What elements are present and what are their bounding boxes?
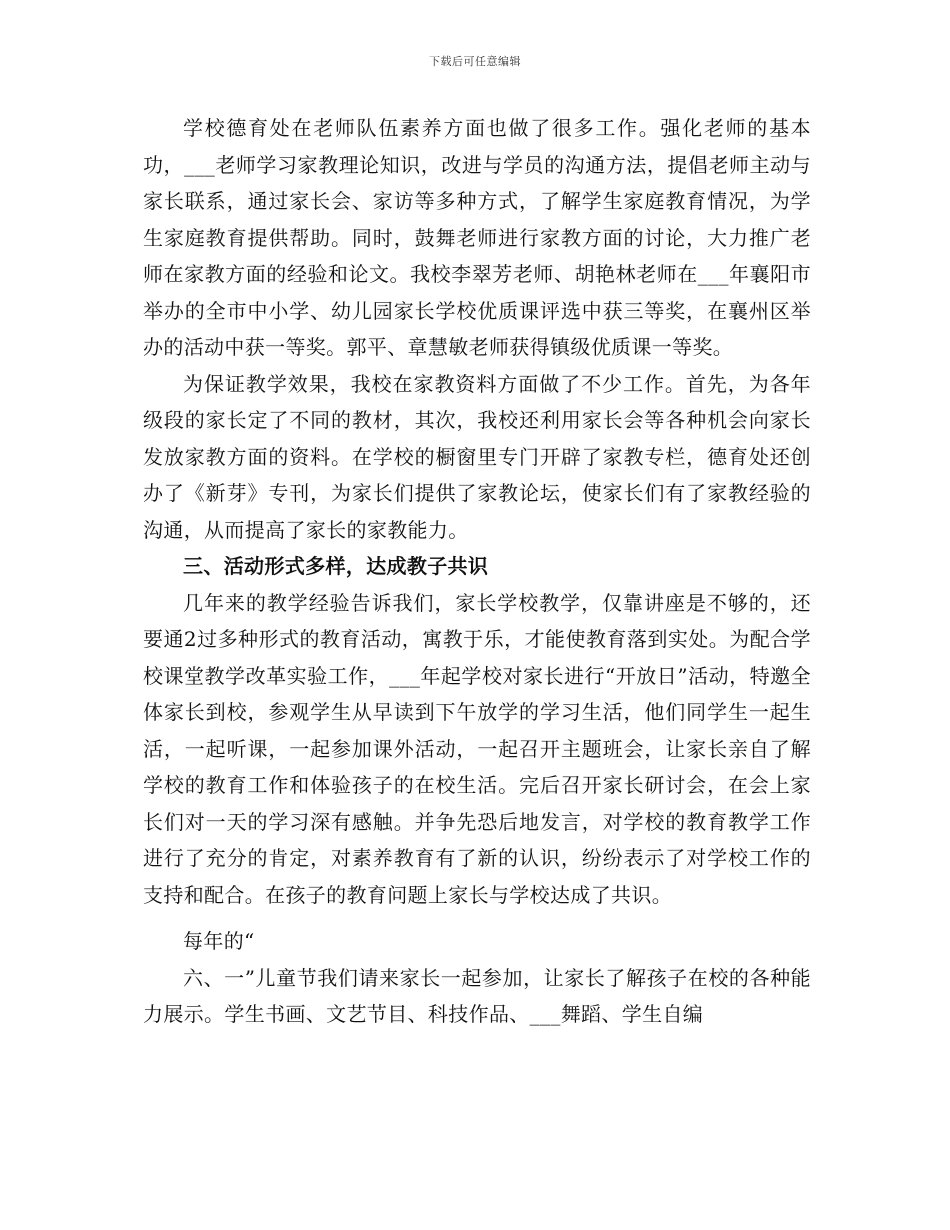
paragraph-open-day: 几年来的教学经验告诉我们，家长学校教学，仅靠讲座是不够的，还要通2过多种形式的教育活动，寓教于乐，才能使教育落到实处。为配合学校课堂教学改革实验工作，___年起学校对家长进行“开放日”活动，特邀全体家长到校，参观学生从早读到下午放学的学习生活，他们同学生一起生活，一起听课，一起参加课外活动，一起召开主题班会，让家长亲自了解学校的教育工作和体验孩子的在校生活。完后召开家长研讨会，在会上家长们对一天的学习深有感触。并争先恐后地发言，对学校的教育教学工作进行了充分的肯定，对素养教育有了新的认识，纷纷表示了对学校工作的支持和配合。在孩子的教育问题上家长与学校达成了共识。 bbox=[143, 590, 811, 907]
paragraph-childrens-day: 六、一”儿童节我们请来家长一起参加，让家长了解孩子在校的各种能力展示。学生书画、文艺节目、科技作品、___舞蹈、学生自编 bbox=[143, 965, 811, 1026]
paragraph-teacher-training: 学校德育处在老师队伍素养方面也做了很多工作。强化老师的基本功，___老师学习家教理论知识，改进与学员的沟通方法，提倡老师主动与家长联系，通过家长会、家访等多种方式，了解学生家庭教育情况，为学生家庭教育提供帮助。同时，鼓舞老师进行家教方面的讨论，大力推广老师在家教方面的经验和论文。我校李翠芳老师、胡艳林老师在___年襄阳市举办的全市中小学、幼儿园家长学校优质课评选中获三等奖，在襄州区举办的活动中获一等奖。郭平、章慧敏老师获得镇级优质课一等奖。 bbox=[143, 116, 811, 359]
document-body bbox=[143, 110, 811, 1033]
paragraph-every-year: 每年的“ bbox=[183, 929, 255, 953]
paragraph-teaching-materials: 为保证教学效果，我校在家教资料方面做了不少工作。首先，为各年级段的家长定了不同的教材，其次，我校还利用家长会等各种机会向家长发放家教方面的资料。在学校的橱窗里专门开辟了家教专栏，德育处还创办了《新芽》专刊，为家长们提供了家教论坛，使家长们有了家教经验的沟通，从而提高了家长的家教能力。 bbox=[143, 371, 811, 542]
section-heading: 三、活动形式多样，达成教子共识 bbox=[183, 554, 489, 578]
page-header: 下载后可任意编辑 bbox=[429, 55, 521, 68]
